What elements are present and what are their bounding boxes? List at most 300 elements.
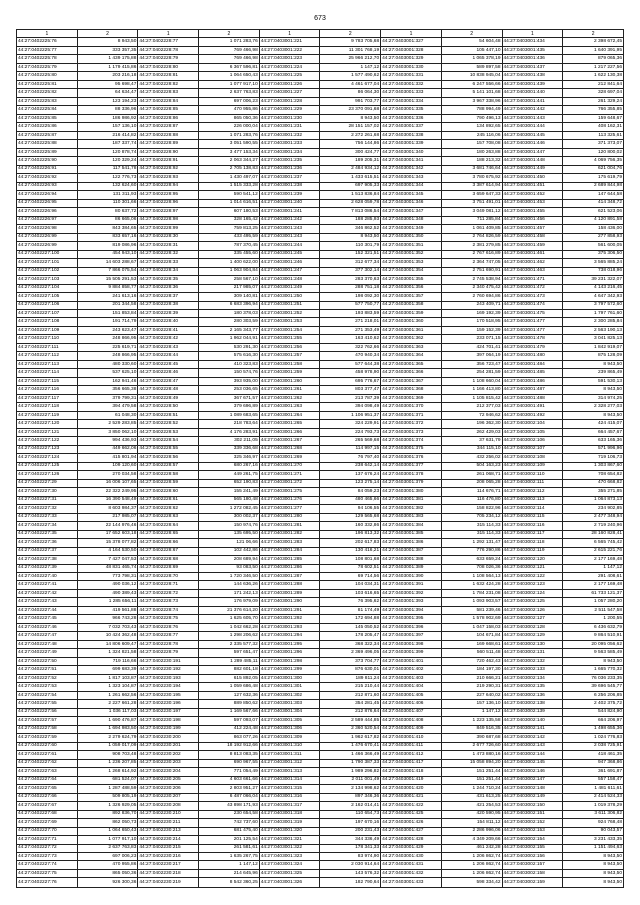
cadastral-value-cell: 790 496,13 (441, 114, 502, 122)
cadastral-value-cell: 7 427 047,53 (77, 556, 138, 564)
cadastral-value-cell: 122 776,73 (77, 174, 138, 182)
cadastral-number-cell: 44:27:0403002:153 (502, 827, 563, 835)
cadastral-value-cell: 254 281,59 (441, 369, 502, 377)
cadastral-number-cell: 44:27:0403001:349 (381, 225, 442, 233)
cadastral-number-cell: 44:27:0403002:141 (502, 725, 563, 733)
cadastral-number-cell: 44:27:0402228:62 (138, 505, 199, 513)
cadastral-number-cell: 44:27:0403002:108 (502, 454, 563, 462)
cadastral-number-cell: 44:27:0402230:208 (138, 802, 199, 810)
table-row (17, 844, 624, 852)
cadastral-number-cell: 44:27:0402228:88 (138, 131, 199, 139)
cadastral-value-cell: 150 574,76 (199, 369, 260, 377)
cadastral-value-cell: 157 136,10 (77, 123, 138, 131)
cadastral-value-cell: 6 565 745,42 (563, 539, 624, 547)
cadastral-number-cell: 44:27:0403001:346 (381, 199, 442, 207)
cadastral-number-cell: 44:27:0403001:251 (259, 301, 320, 309)
column-header-value: 2 (77, 30, 138, 38)
cadastral-number-cell: 44:27:0402230:202 (138, 751, 199, 759)
cadastral-number-cell: 44:27:0403002:116 (502, 522, 563, 530)
cadastral-value-cell: 315 114,33 (441, 530, 502, 538)
cadastral-value-cell: 129 565,68 (320, 513, 381, 521)
cadastral-number-cell: 44:27:0403001:229 (259, 106, 320, 114)
cadastral-number-cell: 44:27:0402227:30 (17, 488, 78, 496)
cadastral-number-cell: 44:27:0402227:66 (17, 793, 78, 801)
cadastral-value-cell: 537 625,10 (77, 369, 138, 377)
cadastral-value-cell: 509 805,19 (77, 793, 138, 801)
cadastral-number-cell: 44:27:0402227:59 (17, 734, 78, 742)
cadastral-number-cell: 44:27:0403001:434 (502, 38, 563, 46)
cadastral-number-cell: 44:27:0402230:191 (138, 657, 199, 665)
cadastral-number-cell: 44:27:0402230:218 (138, 869, 199, 877)
cadastral-value-cell: 1 635 267,75 (199, 852, 260, 860)
cadastral-value-cell: 1 515 333,28 (199, 182, 260, 190)
cadastral-number-cell: 44:27:0403001:418 (381, 768, 442, 776)
cadastral-value-cell: 160 332,86 (320, 522, 381, 530)
cadastral-value-cell: 171 242,13 (199, 589, 260, 597)
cadastral-number-cell: 44:27:0402228:81 (138, 72, 199, 80)
cadastral-value-cell: 270 034,58 (77, 471, 138, 479)
cadastral-number-cell: 44:27:0403001:295 (259, 640, 320, 648)
cadastral-value-cell: 1 268 614,92 (77, 768, 138, 776)
cadastral-number-cell: 44:27:0402228:84 (138, 97, 199, 105)
cadastral-value-cell: 3 967 338,96 (441, 97, 502, 105)
cadastral-value-cell: 759 813,25 (199, 225, 260, 233)
cadastral-number-cell: 44:27:0403001:473 (502, 293, 563, 301)
cadastral-number-cell: 44:27:0402228:77 (138, 632, 199, 640)
cadastral-number-cell: 44:27:0402228:66 (138, 539, 199, 547)
cadastral-number-cell: 44:27:0403001:263 (259, 403, 320, 411)
column-header-number: 1 (138, 30, 199, 38)
cadastral-value-cell: 708 654,82 (563, 471, 624, 479)
cadastral-value-cell: 991 703,77 (320, 97, 381, 105)
cadastral-number-cell: 44:27:0403001:243 (259, 233, 320, 241)
table-row (17, 683, 624, 691)
cadastral-number-cell: 44:27:0402227:63 (17, 768, 78, 776)
column-header-value: 2 (441, 30, 502, 38)
cadastral-number-cell: 44:27:0403001:290 (259, 598, 320, 606)
cadastral-number-cell: 44:27:0403001:342 (381, 165, 442, 173)
cadastral-value-cell: 3 751 491,01 (441, 199, 502, 207)
cadastral-value-cell: 577 750,77 (320, 301, 381, 309)
cadastral-number-cell: 44:27:0403001:410 (381, 734, 442, 742)
cadastral-number-cell: 44:27:0403001:450 (502, 174, 563, 182)
cadastral-value-cell: 557 158,47 (563, 776, 624, 784)
cadastral-value-cell: 908 703,48 (77, 751, 138, 759)
table-row (17, 157, 624, 165)
cadastral-value-cell: 2 751 690,91 (441, 267, 502, 275)
cadastral-value-cell: 1 665 770,32 (563, 666, 624, 674)
cadastral-number-cell: 44:27:0403001:314 (259, 776, 320, 784)
cadastral-number-cell: 44:27:0402228:61 (138, 496, 199, 504)
cadastral-value-cell: 217 985,07 (199, 284, 260, 292)
table-row (17, 106, 624, 114)
cadastral-value-cell: 243 623,47 (77, 326, 138, 334)
cadastral-value-cell: 926 300,36 (77, 878, 138, 888)
cadastral-number-cell: 44:27:0402225:81 (17, 80, 78, 88)
cadastral-value-cell: 95 698,47 (77, 80, 138, 88)
cadastral-number-cell: 44:27:0402228:87 (138, 123, 199, 131)
cadastral-number-cell: 44:27:0403001:463 (502, 267, 563, 275)
cadastral-value-cell: 188 213,32 (441, 157, 502, 165)
cadastral-value-cell: 123 194,23 (77, 97, 138, 105)
cadastral-value-cell: 6 487 066,04 (199, 793, 260, 801)
table-row (17, 700, 624, 708)
cadastral-number-cell: 44:27:0403001:451 (502, 182, 563, 190)
cadastral-value-cell: 346 862,52 (320, 225, 381, 233)
cadastral-value-cell: 191 714,79 (77, 318, 138, 326)
table-row (17, 734, 624, 742)
cadastral-number-cell: 44:27:0402230:199 (138, 725, 199, 733)
cadastral-value-cell: 354 281,45 (320, 700, 381, 708)
cadastral-number-cell: 44:27:0402228:48 (138, 386, 199, 394)
cadastral-value-cell: 2 340 475,42 (441, 284, 502, 292)
table-row (17, 182, 624, 190)
cadastral-value-cell: 335 455,60 (199, 250, 260, 258)
cadastral-number-cell: 44:27:0403001:387 (381, 547, 442, 555)
cadastral-number-cell: 44:27:0402227:106 (17, 301, 78, 309)
cadastral-value-cell: 245 116,06 (441, 131, 502, 139)
cadastral-number-cell: 44:27:0402227:60 (17, 742, 78, 750)
cadastral-value-cell: 105 447,10 (441, 46, 502, 54)
cadastral-number-cell: 44:27:0403001:240 (259, 199, 320, 207)
cadastral-value-cell: 127 632,36 (199, 691, 260, 699)
cadastral-number-cell: 44:27:0402228:74 (138, 606, 199, 614)
cadastral-value-cell: 18 192 912,66 (199, 742, 260, 750)
cadastral-value-cell: 575 616,30 (199, 352, 260, 360)
cadastral-number-cell: 44:27:0402230:217 (138, 861, 199, 869)
cadastral-number-cell: 44:27:0403001:431 (381, 861, 442, 869)
table-row (17, 377, 624, 385)
cadastral-number-cell: 44:27:0403001:302 (259, 691, 320, 699)
cadastral-number-cell: 44:27:0403001:257 (259, 352, 320, 360)
cadastral-value-cell: 1 206 862,74 (441, 852, 502, 860)
cadastral-number-cell: 44:27:0403001:378 (381, 471, 442, 479)
cadastral-value-cell: 1 061 409,85 (441, 225, 502, 233)
cadastral-value-cell: 189 811,24 (320, 674, 381, 682)
cadastral-value-cell: 2 300 285,84 (563, 318, 624, 326)
cadastral-value-cell: 408 162,31 (563, 123, 624, 131)
cadastral-value-cell: 241 613,16 (77, 293, 138, 301)
cadastral-number-cell: 44:27:0402227:51 (17, 666, 78, 674)
cadastral-value-cell: 8 943,50 (563, 411, 624, 419)
cadastral-value-cell: 72 946,62 (441, 411, 502, 419)
cadastral-value-cell: 54 604,48 (441, 38, 502, 46)
cadastral-value-cell: 248 866,95 (77, 352, 138, 360)
cadastral-number-cell: 44:27:0403001:352 (381, 250, 442, 258)
cadastral-number-cell: 44:27:0403001:435 (502, 46, 563, 54)
cadastral-number-cell: 44:27:0403001:325 (259, 869, 320, 877)
cadastral-number-cell: 44:27:0403002:121 (502, 564, 563, 572)
cadastral-number-cell: 44:27:0403001:366 (381, 369, 442, 377)
cadastral-value-cell: 212 377,03 (441, 403, 502, 411)
table-row (17, 488, 624, 496)
cadastral-value-cell: 114 676,71 (441, 488, 502, 496)
cadastral-value-cell: 325 346,97 (199, 454, 260, 462)
cadastral-value-cell: 1 842 919,07 (563, 343, 624, 351)
cadastral-number-cell: 44:27:0403002:111 (502, 479, 563, 487)
cadastral-value-cell: 4 647 342,93 (563, 293, 624, 301)
cadastral-number-cell: 44:27:0402227:108 (17, 318, 78, 326)
cadastral-value-cell: 215 210,44 (320, 683, 381, 691)
cadastral-value-cell: 355 271,85 (563, 488, 624, 496)
table-row (17, 802, 624, 810)
cadastral-value-cell: 196 362,30 (441, 420, 502, 428)
cadastral-number-cell: 44:27:0403001:234 (259, 148, 320, 156)
cadastral-value-cell: 15 505 291,53 (77, 276, 138, 284)
cadastral-value-cell: 104 671,84 (441, 632, 502, 640)
cadastral-value-cell: 132 624,60 (77, 182, 138, 190)
cadastral-value-cell: 300 002,37 (199, 513, 260, 521)
cadastral-value-cell: 180 378,03 (199, 309, 260, 317)
cadastral-value-cell: 8 943,50 (563, 657, 624, 665)
table-row (17, 691, 624, 699)
cadastral-value-cell: 324 229,91 (320, 420, 381, 428)
cadastral-number-cell: 44:27:0403001:403 (381, 674, 442, 682)
cadastral-value-cell: 742 737,60 (199, 819, 260, 827)
cadastral-value-cell: 8 542 360,25 (199, 878, 260, 888)
cadastral-value-cell: 607 180,53 (199, 208, 260, 216)
cadastral-number-cell: 44:27:0402227:67 (17, 802, 78, 810)
cadastral-number-cell: 44:27:0403001:449 (502, 165, 563, 173)
cadastral-value-cell: 681 524,07 (77, 776, 138, 784)
cadastral-number-cell: 44:27:0403002:140 (502, 717, 563, 725)
cadastral-value-cell: 43 898 171,93 (199, 802, 260, 810)
cadastral-number-cell: 44:27:0403001:304 (259, 708, 320, 716)
cadastral-number-cell: 44:27:0403001:298 (259, 657, 320, 665)
cadastral-number-cell: 44:27:0402228:67 (138, 547, 199, 555)
column-header-value: 2 (320, 30, 381, 38)
cadastral-value-cell: 188 285,93 (320, 216, 381, 224)
cadastral-value-cell: 597 651,47 (199, 649, 260, 657)
table-row (17, 496, 624, 504)
table-row (17, 131, 624, 139)
cadastral-value-cell: 6 247 556,66 (441, 80, 502, 88)
cadastral-value-cell: 699 683,39 (77, 666, 138, 674)
cadastral-number-cell: 44:27:0403001:312 (259, 759, 320, 767)
cadastral-value-cell: 1 147,12 (563, 564, 624, 572)
cadastral-number-cell: 44:27:0402230:205 (138, 776, 199, 784)
cadastral-number-cell: 44:27:0402227:64 (17, 776, 78, 784)
cadastral-value-cell: 212 871,60 (320, 691, 381, 699)
cadastral-value-cell: 14 603 288,67 (77, 259, 138, 267)
table-row (17, 581, 624, 589)
cadastral-value-cell: 201 125,54 (199, 836, 260, 844)
cadastral-value-cell: 280 303,59 (199, 318, 260, 326)
cadastral-number-cell: 44:27:0403002:144 (502, 751, 563, 759)
cadastral-value-cell: 158 822,96 (441, 505, 502, 513)
cadastral-number-cell: 44:27:0403001:417 (381, 759, 442, 767)
cadastral-value-cell: 371 373,07 (563, 140, 624, 148)
cadastral-value-cell: 154 811,12 (441, 819, 502, 827)
cadastral-number-cell: 44:27:0403001:258 (259, 360, 320, 368)
table-row (17, 827, 624, 835)
cadastral-value-cell: 16 390 548,49 (77, 496, 138, 504)
table-row (17, 72, 624, 80)
cadastral-number-cell: 44:27:0402227:109 (17, 326, 78, 334)
table-row (17, 225, 624, 233)
cadastral-value-cell: 633 659,24 (441, 556, 502, 564)
cadastral-value-cell: 200 231,43 (320, 827, 381, 835)
cadastral-value-cell: 163 410,62 (320, 335, 381, 343)
cadastral-value-cell: 544 824,90 (563, 708, 624, 716)
cadastral-number-cell: 44:27:0403001:419 (381, 776, 442, 784)
cadastral-number-cell: 44:27:0402228:99 (138, 225, 199, 233)
cadastral-value-cell: 22 144 976,46 (77, 522, 138, 530)
cadastral-value-cell: 21 376 614,20 (199, 606, 260, 614)
cadastral-number-cell: 44:27:0403001:405 (381, 691, 442, 699)
cadastral-number-cell: 44:27:0403001:492 (502, 411, 563, 419)
cadastral-number-cell: 44:27:0402228:60 (138, 488, 199, 496)
cadastral-value-cell: 875 128,09 (563, 352, 624, 360)
cadastral-value-cell: 212 876,64 (320, 708, 381, 716)
cadastral-number-cell: 44:27:0403001:427 (381, 827, 442, 835)
cadastral-value-cell: 2 719 240,96 (563, 522, 624, 530)
cadastral-number-cell: 44:27:0403002:120 (502, 556, 563, 564)
cadastral-value-cell: 769 466,98 (199, 46, 260, 54)
cadastral-number-cell: 44:27:0403001:332 (381, 80, 442, 88)
cadastral-number-cell: 44:27:0403001:442 (502, 106, 563, 114)
cadastral-number-cell: 44:27:0403001:249 (259, 284, 320, 292)
cadastral-number-cell: 44:27:0403001:318 (259, 810, 320, 818)
cadastral-number-cell: 44:27:0402226:97 (17, 216, 78, 224)
cadastral-value-cell: 1 720 346,50 (199, 573, 260, 581)
cadastral-value-cell: 865 050,36 (199, 114, 260, 122)
cadastral-number-cell: 44:27:0402228:40 (138, 318, 199, 326)
cadastral-number-cell: 44:27:0403001:390 (381, 573, 442, 581)
cadastral-value-cell: 198 092,30 (320, 293, 381, 301)
cadastral-number-cell: 44:27:0403001:268 (259, 445, 320, 453)
cadastral-number-cell: 44:27:0403001:461 (502, 250, 563, 258)
table-row (17, 411, 624, 419)
cadastral-number-cell: 44:27:0402226:95 (17, 199, 78, 207)
cadastral-value-cell: 833 657,16 (77, 233, 138, 241)
cadastral-number-cell: 44:27:0402228:43 (138, 343, 199, 351)
cadastral-number-cell: 44:27:0403001:266 (259, 428, 320, 436)
cadastral-value-cell: 1 036 117,03 (77, 708, 138, 716)
cadastral-value-cell: 2 402 375,72 (563, 700, 624, 708)
cadastral-number-cell: 44:27:0402228:54 (138, 437, 199, 445)
cadastral-number-cell: 44:27:0403002:128 (502, 623, 563, 631)
cadastral-value-cell: 212 841,64 (563, 80, 624, 88)
cadastral-number-cell: 44:27:0402228:45 (138, 360, 199, 368)
cadastral-value-cell: 145 050,52 (320, 623, 381, 631)
cadastral-number-cell: 44:27:0403001:330 (381, 63, 442, 71)
table-row (17, 810, 624, 818)
cadastral-value-cell: 565 180,48 (199, 496, 260, 504)
cadastral-value-cell: 1 433 615,51 (320, 174, 381, 182)
cadastral-value-cell: 4 164 530,50 (77, 547, 138, 555)
cadastral-number-cell: 44:27:0402227:33 (17, 513, 78, 521)
cadastral-number-cell: 44:27:0403001:227 (259, 89, 320, 97)
cadastral-number-cell: 44:27:0403002:150 (502, 802, 563, 810)
cadastral-value-cell: 233 071,15 (441, 335, 502, 343)
cadastral-number-cell: 44:27:0403001:280 (259, 513, 320, 521)
cadastral-value-cell: 90 043,57 (563, 827, 624, 835)
cadastral-value-cell: 1 057 280,20 (563, 598, 624, 606)
cadastral-number-cell: 44:27:0402228:51 (138, 411, 199, 419)
cadastral-value-cell: 862 050,73 (77, 819, 138, 827)
cadastral-value-cell: 598 334,42 (441, 878, 502, 888)
table-header-row (17, 30, 624, 38)
cadastral-value-cell: 1 962 044,91 (199, 335, 260, 343)
cadastral-value-cell: 652 190,83 (199, 479, 260, 487)
cadastral-value-cell: 1 622 130,38 (563, 72, 624, 80)
cadastral-number-cell: 44:27:0402228:79 (138, 649, 199, 657)
cadastral-number-cell: 44:27:0403001:331 (381, 72, 442, 80)
cadastral-value-cell: 182 790,64 (320, 878, 381, 888)
cadastral-value-cell: 3 611 306,82 (563, 810, 624, 818)
cadastral-number-cell: 44:27:0403001:365 (381, 360, 442, 368)
cadastral-number-cell: 44:27:0403002:136 (502, 691, 563, 699)
cadastral-number-cell: 44:27:0403001:305 (259, 717, 320, 725)
cadastral-value-cell: 25 966 212,70 (320, 55, 381, 63)
cadastral-value-cell: 7 813 086,54 (320, 208, 381, 216)
cadastral-number-cell: 44:27:0402230:210 (138, 810, 199, 818)
cadastral-value-cell: 2 563 190,13 (563, 326, 624, 334)
table-row (17, 589, 624, 597)
cadastral-number-cell: 44:27:0403001:241 (259, 208, 320, 216)
cadastral-number-cell: 44:27:0403001:291 (259, 606, 320, 614)
cadastral-number-cell: 44:27:0402225:90 (17, 157, 78, 165)
cadastral-value-cell: 178 205,47 (320, 632, 381, 640)
cadastral-value-cell: 201 344,58 (77, 301, 138, 309)
cadastral-number-cell: 44:27:0403002:146 (502, 768, 563, 776)
cadastral-number-cell: 44:27:0403001:319 (259, 819, 320, 827)
cadastral-number-cell: 44:27:0403001:487 (502, 386, 563, 394)
cadastral-value-cell: 1 147,12 (441, 708, 502, 716)
cadastral-number-cell: 44:27:0402230:194 (138, 683, 199, 691)
cadastral-value-cell: 8 813 083,35 (199, 751, 260, 759)
cadastral-value-cell: 114 997,15 (320, 445, 381, 453)
table-row (17, 89, 624, 97)
cadastral-value-cell: 239 865,49 (563, 369, 624, 377)
table-row (17, 632, 624, 640)
cadastral-number-cell: 44:27:0403001:253 (259, 318, 320, 326)
cadastral-value-cell: 664 457,67 (563, 428, 624, 436)
page-number: 673 (314, 15, 326, 22)
cadastral-value-cell: 1 093 903,57 (441, 598, 502, 606)
cadastral-number-cell: 44:27:0402225:82 (17, 89, 78, 97)
column-header-number: 1 (502, 30, 563, 38)
cadastral-value-cell: 2 484 934,12 (320, 165, 381, 173)
cadastral-number-cell: 44:27:0402226:99 (17, 233, 78, 241)
cadastral-value-cell: 773 798,31 (77, 573, 138, 581)
cadastral-value-cell: 454 943,10 (77, 250, 138, 258)
cadastral-value-cell: 2 767 616,89 (441, 250, 502, 258)
cadastral-value-cell: 432 256,02 (441, 454, 502, 462)
cadastral-value-cell: 3 565 885,24 (563, 259, 624, 267)
cadastral-value-cell: 1 077 917,10 (77, 836, 138, 844)
cadastral-number-cell: 44:27:0403001:432 (381, 869, 442, 877)
cadastral-value-cell: 2 328 277,03 (563, 403, 624, 411)
cadastral-number-cell: 44:27:0402228:36 (138, 284, 199, 292)
cadastral-value-cell: 80 637,72 (77, 208, 138, 216)
cadastral-number-cell: 44:27:0403001:443 (502, 114, 563, 122)
cadastral-number-cell: 44:27:0402227:53 (17, 683, 78, 691)
cadastral-value-cell: 6 436 632,79 (563, 623, 624, 631)
cadastral-number-cell: 44:27:0402228:31 (138, 242, 199, 250)
cadastral-value-cell: 1 179 415,86 (77, 63, 138, 71)
cadastral-value-cell: 697 006,23 (77, 852, 138, 860)
cadastral-number-cell: 44:27:0403001:285 (259, 556, 320, 564)
cadastral-value-cell: 8 943,50 (563, 869, 624, 877)
cadastral-number-cell: 44:27:0403001:407 (381, 708, 442, 716)
cadastral-number-cell: 44:27:0403001:322 (259, 844, 320, 852)
table-row (17, 199, 624, 207)
cadastral-number-cell: 44:27:0403001:281 (259, 522, 320, 530)
cadastral-number-cell: 44:27:0403001:351 (381, 242, 442, 250)
column-header-value: 2 (199, 30, 260, 38)
